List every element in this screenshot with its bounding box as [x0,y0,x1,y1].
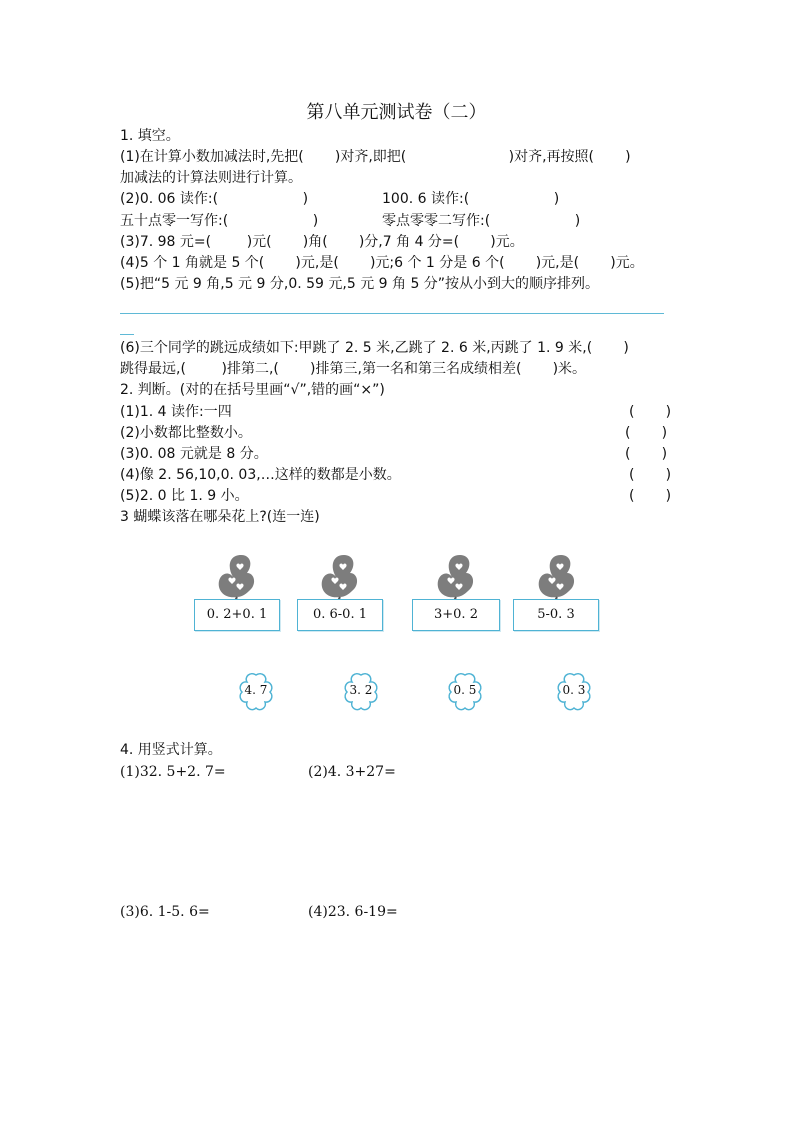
q1-line-3b: 100. 6 读作:( ) [382,191,560,207]
expression-box-4[interactable]: 5-0. 3 [513,599,599,631]
q1-line-4a: 五十点零一写作:( ) [120,213,319,229]
expression-box-3[interactable]: 3+0. 2 [412,599,500,631]
q1-line-1: (1)在计算小数加减法时,先把( )对齐,即把( )对齐,再按照( ) [120,149,631,165]
q2-answer-paren-1[interactable]: ( ) [629,404,672,420]
expression-box-2[interactable]: 0. 6-0. 1 [297,599,383,631]
butterfly-icon [434,551,478,603]
flower-label: 3. 2 [349,683,373,697]
q2-answer-paren-4[interactable]: ( ) [629,467,672,483]
butterfly-icon [318,551,362,603]
butterfly-icon [215,551,259,603]
q2-answer-paren-2[interactable]: ( ) [625,425,668,441]
expression-box-1[interactable]: 0. 2+0. 1 [194,599,280,631]
answer-line [120,313,664,314]
butterfly-icon [535,551,579,603]
q1-line-5: (3)7. 98 元=( )元( )角( )分,7 角 4 分=( )元。 [120,234,524,250]
q1-heading: 1. 填空。 [120,128,180,144]
q2-heading: 2. 判断。(对的在括号里画“√”,错的画“×”) [120,382,385,398]
q4-problem-4: (4)23. 6-19= [308,904,398,920]
q2-item-4: (4)像 2. 56,10,0. 03,…这样的数都是小数。 [120,467,401,483]
q1-line-7: (5)把“5 元 9 角,5 元 9 分,0. 59 元,5 元 9 角 5 分”按从小到大的顺序排列。 [120,276,600,292]
answer-line-short [120,334,134,335]
q3-heading: 3 蝴蝶该落在哪朵花上?(连一连) [120,509,320,525]
page-title: 第八单元测试卷（二） [306,102,487,123]
q2-item-3: (3)0. 08 元就是 8 分。 [120,446,268,462]
q2-answer-paren-5[interactable]: ( ) [629,488,672,504]
q2-answer-paren-3[interactable]: ( ) [625,446,668,462]
q1-line-4b: 零点零零二写作:( ) [382,213,581,229]
flower-icon[interactable] [443,670,487,714]
flower-icon[interactable] [234,670,278,714]
q2-item-1: (1)1. 4 读作:一四 [120,404,232,420]
flower-label: 0. 5 [453,683,477,697]
flower-label: 4. 7 [244,683,268,697]
flower-label: 0. 3 [562,683,586,697]
flower-icon[interactable] [339,670,383,714]
q1-line-3a: (2)0. 06 读作:( ) [120,191,309,207]
q4-heading: 4. 用竖式计算。 [120,742,222,758]
q2-item-2: (2)小数都比整数小。 [120,425,252,441]
flower-icon[interactable] [552,670,596,714]
q4-problem-1: (1)32. 5+2. 7= [120,764,226,780]
q4-problem-2: (2)4. 3+27= [308,764,396,780]
q1-line-8: (6)三个同学的跳远成绩如下:甲跳了 2. 5 米,乙跳了 2. 6 米,丙跳了 1. 9 米,( ) [120,340,629,356]
q1-line-6: (4)5 个 1 角就是 5 个( )元,是( )元;6 个 1 分是 6 个( )元,是( )元。 [120,255,644,271]
q4-problem-3: (3)6. 1-5. 6= [120,904,210,920]
q2-item-5: (5)2. 0 比 1. 9 小。 [120,488,249,504]
q1-line-9: 跳得最远,( )排第二,( )排第三,第一名和第三名成绩相差( )米。 [120,361,587,377]
q1-line-2: 加减法的计算法则进行计算。 [120,170,302,186]
